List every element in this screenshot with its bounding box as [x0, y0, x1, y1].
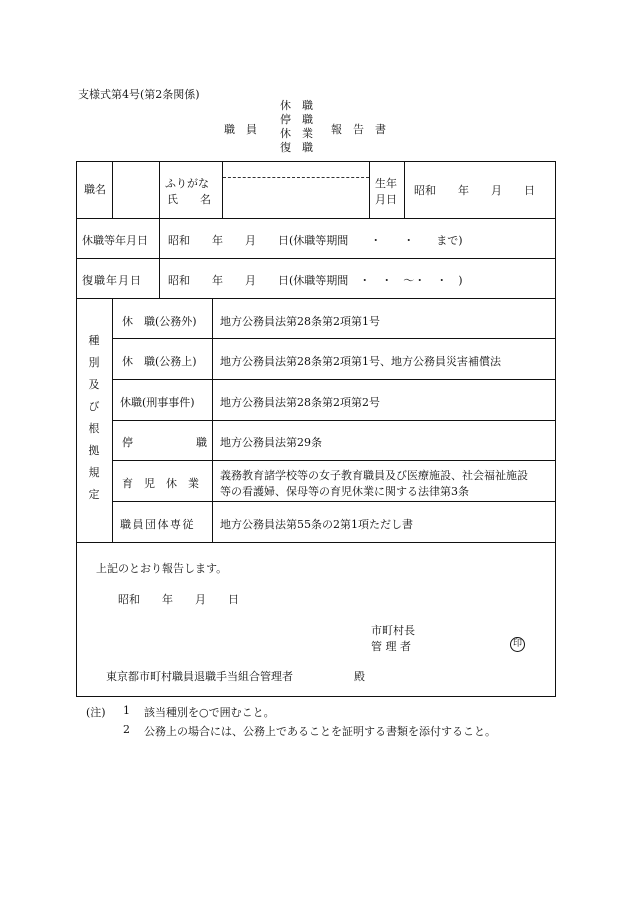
title-suffix: 報 告 書: [331, 123, 386, 136]
category-law: 地方公務員法第28条第2項第1号、地方公務員災害補償法: [220, 355, 501, 368]
leave-date-field[interactable]: 昭和 年 月 日(休職等期間 ・ ・ まで): [168, 234, 463, 247]
birth-label-line2: 月日: [375, 193, 397, 206]
addressee: 東京都市町村職員退職手当組合管理者: [106, 670, 293, 683]
row-divider: [112, 338, 556, 339]
category-type-suspension-char: 停: [122, 436, 133, 449]
category-type-childcare[interactable]: 育 児 休 業: [122, 477, 199, 490]
manager-label: 管 理 者: [371, 640, 411, 653]
table-border: [76, 161, 556, 162]
title-prefix: 職 員: [224, 123, 257, 136]
row-divider: [76, 218, 556, 219]
table-border: [555, 161, 556, 697]
seal-icon: 印: [510, 637, 525, 652]
col-divider: [159, 218, 160, 298]
return-date-label: 復職年月日: [82, 274, 142, 287]
row-divider: [76, 542, 556, 543]
honorific: 殿: [354, 670, 365, 683]
category-law: 義務教育諸学校等の女子教育職員及び医療施設、社会福祉施設: [220, 469, 528, 482]
category-type-leave-criminal[interactable]: 休職(刑事事件): [120, 396, 195, 409]
note-number: 2: [123, 723, 130, 736]
row-divider: [112, 501, 556, 502]
report-date-field[interactable]: 昭和 年 月 日: [118, 593, 239, 606]
title-status-item: 停 職: [280, 113, 313, 126]
report-statement: 上記のとおり報告します。: [96, 562, 228, 575]
note-text: 該当種別を○で囲むこと。: [144, 706, 275, 719]
birth-label-line1: 生年: [375, 177, 397, 190]
job-title-label: 職名: [84, 183, 106, 196]
leave-date-label: 休職等年月日: [82, 234, 148, 247]
name-field[interactable]: [225, 180, 367, 216]
furigana-guide-line: [223, 177, 369, 178]
col-divider: [212, 298, 213, 542]
col-divider: [112, 298, 113, 542]
name-label: 氏 名: [167, 193, 211, 206]
mayor-label: 市町村長: [371, 624, 415, 637]
category-label-char: 根: [88, 422, 100, 435]
col-divider: [222, 161, 223, 218]
row-divider: [112, 379, 556, 380]
return-date-field[interactable]: 昭和 年 月 日(休職等期間 ・ ・ 〜・ ・ ): [168, 274, 463, 287]
category-label-char: 定: [88, 488, 100, 501]
category-label-char: 拠: [88, 444, 100, 457]
category-law: 地方公務員法第28条第2項第2号: [220, 396, 380, 409]
category-law: 地方公務員法第29条: [220, 436, 322, 449]
category-label-char: 及: [88, 378, 100, 391]
col-divider: [404, 161, 405, 218]
category-law: 地方公務員法第28条第2項第1号: [220, 315, 380, 328]
category-type-leave-duty[interactable]: 休 職(公務上): [122, 355, 197, 368]
category-law: 地方公務員法第55条の2第1項ただし書: [220, 518, 413, 531]
furigana-label: ふりがな: [165, 177, 209, 190]
category-label-char: 別: [88, 356, 100, 369]
category-law-continued: 等の看護婦、保母等の育児休業に関する法律第3条: [220, 485, 469, 498]
col-divider: [112, 161, 113, 218]
col-divider: [369, 161, 370, 218]
row-divider: [76, 298, 556, 299]
category-label-char: 規: [88, 466, 100, 479]
category-label-char: び: [88, 400, 100, 413]
title-status-stack: [280, 99, 313, 155]
table-border: [76, 696, 556, 697]
notes-label: (注): [86, 706, 106, 719]
row-divider: [112, 460, 556, 461]
category-type-suspension-char: 職: [196, 436, 207, 449]
category-label-char: 種: [88, 334, 100, 347]
title-status-item: 休 業: [280, 127, 313, 140]
furigana-field[interactable]: [225, 164, 367, 176]
table-border: [76, 161, 77, 697]
row-divider: [112, 420, 556, 421]
category-type-leave-nonduty[interactable]: 休 職(公務外): [122, 315, 197, 328]
note-text: 公務上の場合には、公務上であることを証明する書類を添付すること。: [144, 725, 496, 738]
birth-date-field[interactable]: 昭和 年 月 日: [414, 184, 535, 197]
row-divider: [76, 258, 556, 259]
form-style-label: 支様式第4号(第2条関係): [78, 88, 200, 101]
note-number: 1: [123, 704, 130, 717]
col-divider: [159, 161, 160, 218]
category-label-vertical: [87, 330, 101, 506]
title-status-item: 休 職: [280, 99, 313, 112]
category-type-union[interactable]: 職員団体専従: [120, 518, 195, 531]
title-status-item: 復 職: [280, 141, 313, 154]
